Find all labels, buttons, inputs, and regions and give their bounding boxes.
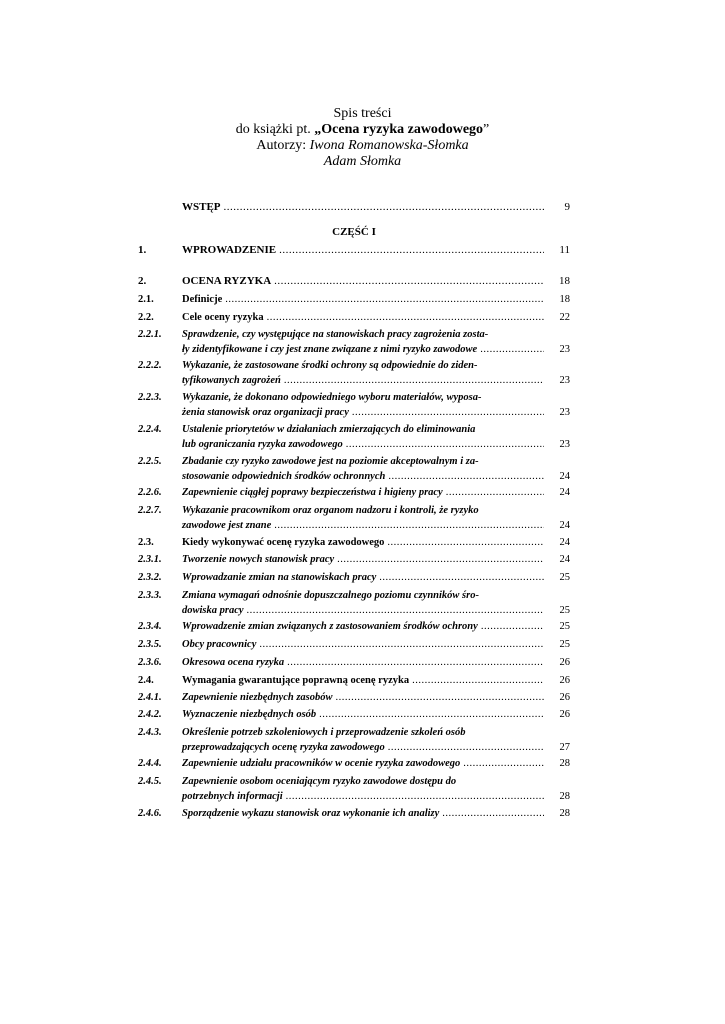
header-book-prefix: do książki pt. — [235, 122, 315, 137]
toc-entry-page: 11 — [559, 244, 570, 256]
toc-entry-page: 24 — [559, 471, 570, 482]
dot-leader — [333, 690, 544, 705]
toc-entry-page: 23 — [559, 375, 570, 386]
toc-entry-page: 28 — [559, 791, 570, 802]
toc-entry-title-line: Sporządzenie wykazu stanowisk oraz wykonanie ich analizy — [182, 808, 440, 819]
toc-entry-page: 25 — [559, 572, 570, 583]
toc-entry-title-line: Zapewnienie niezbędnych zasobów — [182, 692, 333, 703]
toc-entry-title — [182, 725, 544, 755]
toc-entry-number: 2.3. — [138, 537, 154, 548]
toc-entry-number: 2.2.6. — [138, 487, 162, 498]
header-author-1: Iwona Romanowska-Słomka — [309, 138, 469, 153]
toc-entry-title — [182, 570, 544, 585]
toc-entry-title — [182, 756, 544, 771]
toc-entry-title-line: zawodowe jest znane — [182, 520, 272, 531]
toc-entry-title-line: Tworzenie nowych stanowisk pracy — [182, 554, 335, 565]
toc-entry-page: 28 — [559, 808, 570, 819]
dot-leader — [221, 200, 544, 215]
toc-entry-page: 24 — [559, 520, 570, 531]
header-line-2 — [0, 122, 725, 138]
toc-entry-number: 2.3.3. — [138, 590, 162, 601]
toc-entry-page: 25 — [559, 639, 570, 650]
toc-entry-number: 2.2.3. — [138, 392, 162, 403]
toc-entry-title-line: żenia stanowisk oraz organizacji pracy — [182, 407, 349, 418]
dot-leader — [384, 535, 544, 550]
toc-entry-number: 2.3.5. — [138, 639, 162, 650]
dot-leader — [271, 274, 544, 289]
toc-entry-page: 18 — [559, 275, 570, 287]
header-book-suffix: ” — [483, 122, 490, 137]
toc-entry-number: 2.4.1. — [138, 692, 162, 703]
toc-entry-title — [182, 292, 544, 307]
toc-entry-title-line: Obcy pracownicy — [182, 639, 257, 650]
dot-leader — [276, 243, 544, 258]
toc-entry-number: 2.2.2. — [138, 360, 162, 371]
header-line-1: Spis treści — [333, 106, 392, 121]
dot-leader — [271, 518, 544, 533]
toc-entry-page: 28 — [559, 758, 570, 769]
toc-entry-number: 2.2.1. — [138, 329, 162, 340]
toc-entry-title-line: Wyznaczenie niezbędnych osób — [182, 709, 317, 720]
toc-entry-title-line: Zmiana wymagań odnośnie dopuszczalnego poziomu czynników śro- — [182, 590, 479, 601]
toc-entry-title — [182, 655, 544, 670]
toc-entry-title-line: WSTĘP — [182, 201, 221, 213]
toc-entry-title-line: WPROWADZENIE — [182, 244, 277, 256]
toc-entry-title-line: Wykazanie pracownikom oraz organom nadzoru i kontroli, że ryzyko — [182, 505, 479, 516]
toc-entry-number: 2.4.6. — [138, 808, 162, 819]
header-line-3 — [0, 138, 725, 154]
toc-entry-number: 2.4.4. — [138, 758, 162, 769]
toc-entry-number: 2.2.4. — [138, 424, 162, 435]
dot-leader — [343, 437, 544, 452]
dot-leader — [409, 673, 544, 688]
toc-entry-page: 22 — [559, 312, 570, 323]
toc-entry-title — [182, 358, 544, 388]
dot-leader — [283, 789, 544, 804]
toc-entry-number: 2.3.2. — [138, 572, 162, 583]
toc-entry-page: 26 — [559, 692, 570, 703]
toc-entry-title-line: Definicje — [182, 294, 223, 305]
toc-entry-number: 2.4.5. — [138, 776, 162, 787]
toc-entry-title — [182, 690, 544, 705]
dot-leader — [478, 619, 544, 634]
dot-leader — [385, 469, 544, 484]
dot-leader — [460, 756, 544, 771]
toc-entry-title — [182, 274, 544, 289]
dot-leader — [281, 373, 544, 388]
toc-entry-title — [182, 552, 544, 567]
toc-entry-title — [182, 806, 544, 821]
toc-entry-page: 26 — [559, 675, 570, 686]
toc-entry-title-line: Okresowa ocena ryzyka — [182, 657, 285, 668]
toc-entry-title-line: Zapewnienie ciągłej poprawy bezpieczeństwa i higieny pracy — [182, 487, 443, 498]
toc-entry-number: 2.1. — [138, 294, 154, 305]
toc-entry-title-line: Zbadanie czy ryzyko zawodowe jest na poziomie akceptowalnym i za- — [182, 456, 479, 467]
toc-entry-page: 26 — [559, 657, 570, 668]
toc-entry-title-line: Wykazanie, że dokonano odpowiedniego wyboru materiałów, wyposa- — [182, 392, 482, 403]
toc-entry-page: 27 — [559, 742, 570, 753]
toc-entry-page: 23 — [559, 344, 570, 355]
toc-entry-title — [182, 422, 544, 452]
toc-entry-number: 2.2.7. — [138, 505, 162, 516]
toc-entry-title-line: Kiedy wykonywać ocenę ryzyka zawodowego — [182, 537, 385, 548]
toc-entry-title — [182, 390, 544, 420]
toc-entry-page: 18 — [559, 294, 570, 305]
toc-entry-number: 2.3.4. — [138, 621, 162, 632]
toc-entry-page: 9 — [564, 201, 570, 213]
toc-entry-title-line: Wykazanie, że zastosowane środki ochrony są odpowiednie do ziden- — [182, 360, 478, 371]
dot-leader — [244, 603, 544, 618]
toc-entry-number: 2.3.1. — [138, 554, 162, 565]
toc-entry-title — [182, 503, 544, 533]
toc-entry-title-line: Wymagania gwarantujące poprawną ocenę ryzyka — [182, 675, 410, 686]
toc-entry-title — [182, 243, 544, 258]
toc-entry-page: 24 — [559, 487, 570, 498]
toc-entry-title-line: tyfikowanych zagrożeń — [182, 375, 281, 386]
toc-entry-page: 23 — [559, 407, 570, 418]
toc-entry-page: 24 — [559, 537, 570, 548]
toc-entry-page: 26 — [559, 709, 570, 720]
toc-entry-title — [182, 327, 544, 357]
toc-entry-page: 23 — [559, 439, 570, 450]
toc-entry-title — [182, 774, 544, 804]
header-book-title: „Ocena ryzyka zawodowego — [314, 122, 484, 137]
toc-entry-page: 25 — [559, 621, 570, 632]
toc-entry-title-line: Zapewnienie osobom oceniającym ryzyko zawodowe dostępu do — [182, 776, 457, 787]
toc-entry-title-line: Ustalenie priorytetów w działaniach zmierzających do eliminowania — [182, 424, 476, 435]
toc-entry-title — [182, 310, 544, 325]
toc-entry-number: 2.2.5. — [138, 456, 162, 467]
toc-entry-number: 2. — [138, 275, 147, 287]
toc-entry-title — [182, 619, 544, 634]
dot-leader — [477, 342, 544, 357]
toc-entry-number: 2.2. — [138, 312, 154, 323]
dot-leader — [334, 552, 544, 567]
toc-entry-title — [182, 707, 544, 722]
toc-entry-title-line: potrzebnych informacji — [182, 791, 283, 802]
toc-entry-title-line: Określenie potrzeb szkoleniowych i przeprowadzenie szkoleń osób — [182, 727, 466, 738]
toc-entry-number: 1. — [138, 244, 147, 256]
dot-leader — [256, 637, 544, 652]
toc-entry-title — [182, 673, 544, 688]
toc-entry-title — [182, 454, 544, 484]
toc-entry-title-line: lub ograniczania ryzyka zawodowego — [182, 439, 343, 450]
dot-leader — [443, 485, 544, 500]
header-author-2: Adam Słomka — [323, 154, 402, 169]
toc-entry-number: 2.4. — [138, 675, 154, 686]
toc-entry-title — [182, 637, 544, 652]
toc-entry-title-line: Wprowadzanie zmian na stanowiskach pracy — [182, 572, 377, 583]
dot-leader — [376, 570, 544, 585]
dot-leader — [222, 292, 544, 307]
toc-entry-title-line: stosowanie odpowiednich środków ochronnych — [182, 471, 386, 482]
toc-entry-title-line: Wprowadzenie zmian związanych z zastosowaniem środków ochrony — [182, 621, 478, 632]
toc-entry-title-line: Cele oceny ryzyka — [182, 312, 264, 323]
toc-entry-number: 2.4.3. — [138, 727, 162, 738]
document-header — [0, 106, 725, 170]
toc-entry-page: 25 — [559, 605, 570, 616]
toc-entry-title-line: Zapewnienie udziału pracowników w ocenie ryzyka zawodowego — [182, 758, 461, 769]
toc-entry-title-line: dowiska pracy — [182, 605, 244, 616]
toc-entry-title — [182, 588, 544, 618]
dot-leader — [316, 707, 544, 722]
toc-entry-title-line: przeprowadzających ocenę ryzyka zawodowego — [182, 742, 385, 753]
toc-entry-title-line: ły zidentyfikowane i czy jest znane związane z nimi ryzyko zawodowe — [182, 344, 478, 355]
dot-leader — [349, 405, 544, 420]
part-label: CZĘŚĆ I — [332, 226, 376, 238]
toc-entry-title — [182, 485, 544, 500]
toc-entry-page: 24 — [559, 554, 570, 565]
toc-entry-number: 2.3.6. — [138, 657, 162, 668]
dot-leader — [385, 740, 544, 755]
toc-entry-title — [182, 200, 544, 215]
dot-leader — [439, 806, 544, 821]
dot-leader — [284, 655, 544, 670]
toc-entry-title-line: OCENA RYZYKA — [182, 275, 272, 287]
header-authors-prefix: Autorzy: — [256, 138, 310, 153]
toc-entry-title — [182, 535, 544, 550]
dot-leader — [264, 310, 544, 325]
toc-entry-title-line: Sprawdzenie, czy występujące na stanowiskach pracy zagrożenia zosta- — [182, 329, 489, 340]
toc-entry-number: 2.4.2. — [138, 709, 162, 720]
